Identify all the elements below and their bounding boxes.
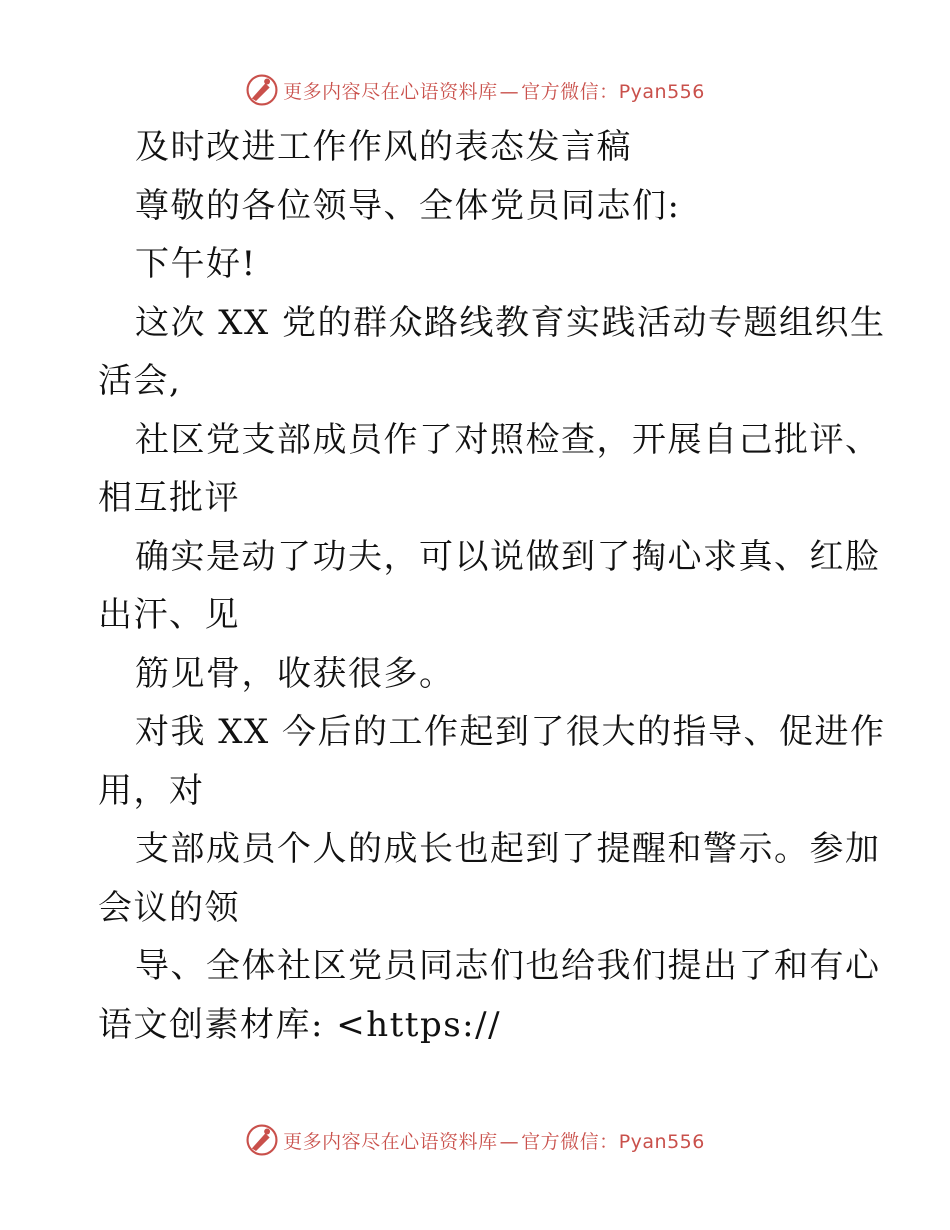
document-line: 对我 XX 今后的工作起到了很大的指导、促进作 [135,712,886,752]
document-line: 会议的领 [98,887,240,928]
document-line: 活会, [98,361,182,401]
document-line: 确实是动了功夫，可以说做到了掏心求真、红脸 [135,536,881,577]
footer-banner [0,1120,950,1160]
banner-text: 更多内容尽在心语资料库 — 官方微信：Pyan556 [283,80,705,103]
pen-nib-logo-icon [245,1123,279,1157]
header-banner [0,70,950,110]
document-line: 语文创素材库: <https:// [98,1004,502,1045]
pen-nib-logo-icon [245,73,279,107]
document-line: 出汗、见 [98,595,240,635]
document-line: 下午好! [135,244,257,284]
document-line: 筋见骨，收获很多。 [135,653,455,694]
document-line: 及时改进工作作风的表态发言稿 [135,127,632,167]
document-line: 尊敬的各位领导、全体党员同志们: [135,185,681,226]
document-line: 用，对 [98,770,205,811]
document-line: 导、全体社区党员同志们也给我们提出了和有心 [135,946,881,986]
banner-text: 更多内容尽在心语资料库 — 官方微信：Pyan556 [283,1130,705,1153]
document-line: 社区党支部成员作了对照检查，开展自己批评、 [135,419,881,460]
document-line: 相互批评 [98,478,240,518]
document-line: 支部成员个人的成长也起到了提醒和警示。参加 [135,829,881,869]
document-line: 这次 XX 党的群众路线教育实践活动专题组织生 [135,302,886,343]
document-body [98,118,886,1054]
